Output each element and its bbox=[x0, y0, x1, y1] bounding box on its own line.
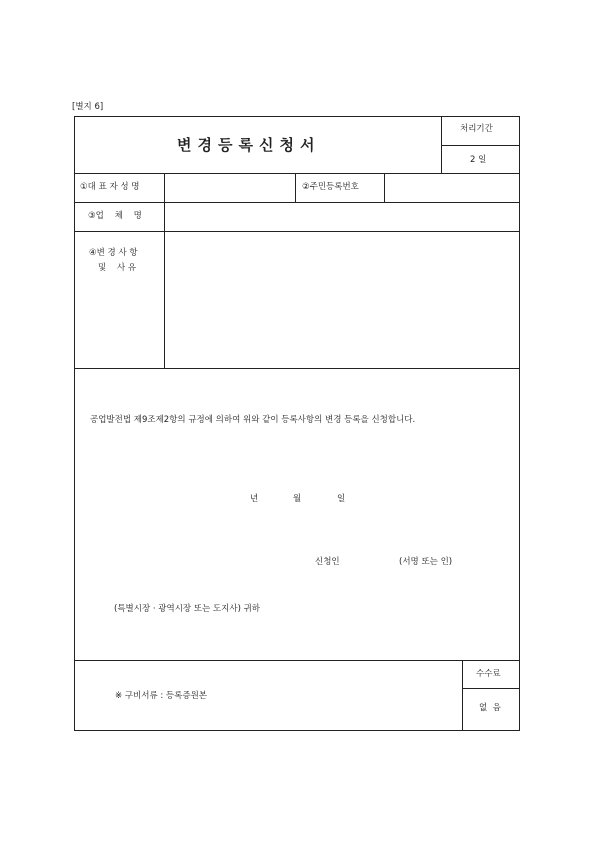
fee-value: 없 음 bbox=[479, 703, 501, 713]
attachment-label: [별지 6] bbox=[72, 102, 104, 112]
form-title: 변경등록신청서 bbox=[177, 136, 321, 154]
processing-period-label: 처리기간 bbox=[460, 124, 493, 134]
divider bbox=[441, 145, 519, 146]
representative-name-label: ①대 표 자 성 명 bbox=[80, 182, 140, 192]
change-items-label: ④변 경 사 항 bbox=[89, 248, 138, 258]
resident-number-label: ②주민등록번호 bbox=[302, 182, 359, 192]
fee-label: 수수료 bbox=[476, 669, 501, 679]
company-name-field[interactable] bbox=[165, 203, 518, 230]
divider bbox=[74, 660, 519, 661]
divider bbox=[74, 368, 519, 369]
application-statement: 공업발전법 제9조제2항의 규정에 의하여 위와 같이 등록사항의 변경 등록을 신청합니다. bbox=[90, 415, 416, 425]
resident-number-field[interactable] bbox=[385, 174, 518, 201]
representative-name-field[interactable] bbox=[165, 174, 294, 201]
divider bbox=[462, 660, 463, 730]
recipient-line: (특별시장 · 광역시장 또는 도지사) 귀하 bbox=[114, 604, 261, 614]
divider bbox=[462, 688, 519, 689]
company-name-label: ③업 체 명 bbox=[88, 211, 142, 221]
change-items-field[interactable] bbox=[165, 232, 518, 367]
date-day: 일 bbox=[337, 494, 346, 504]
divider bbox=[295, 173, 296, 202]
signature-label: (서명 또는 인) bbox=[399, 557, 453, 567]
change-reason-label: 및 사 유 bbox=[98, 263, 137, 273]
applicant-label: 신청인 bbox=[315, 557, 340, 567]
divider bbox=[441, 116, 442, 173]
date-year: 년 bbox=[250, 494, 259, 504]
date-month: 월 bbox=[293, 494, 302, 504]
processing-period-value: 2 일 bbox=[470, 155, 487, 165]
required-documents: ※ 구비서류 : 등록증원본 bbox=[115, 691, 207, 701]
